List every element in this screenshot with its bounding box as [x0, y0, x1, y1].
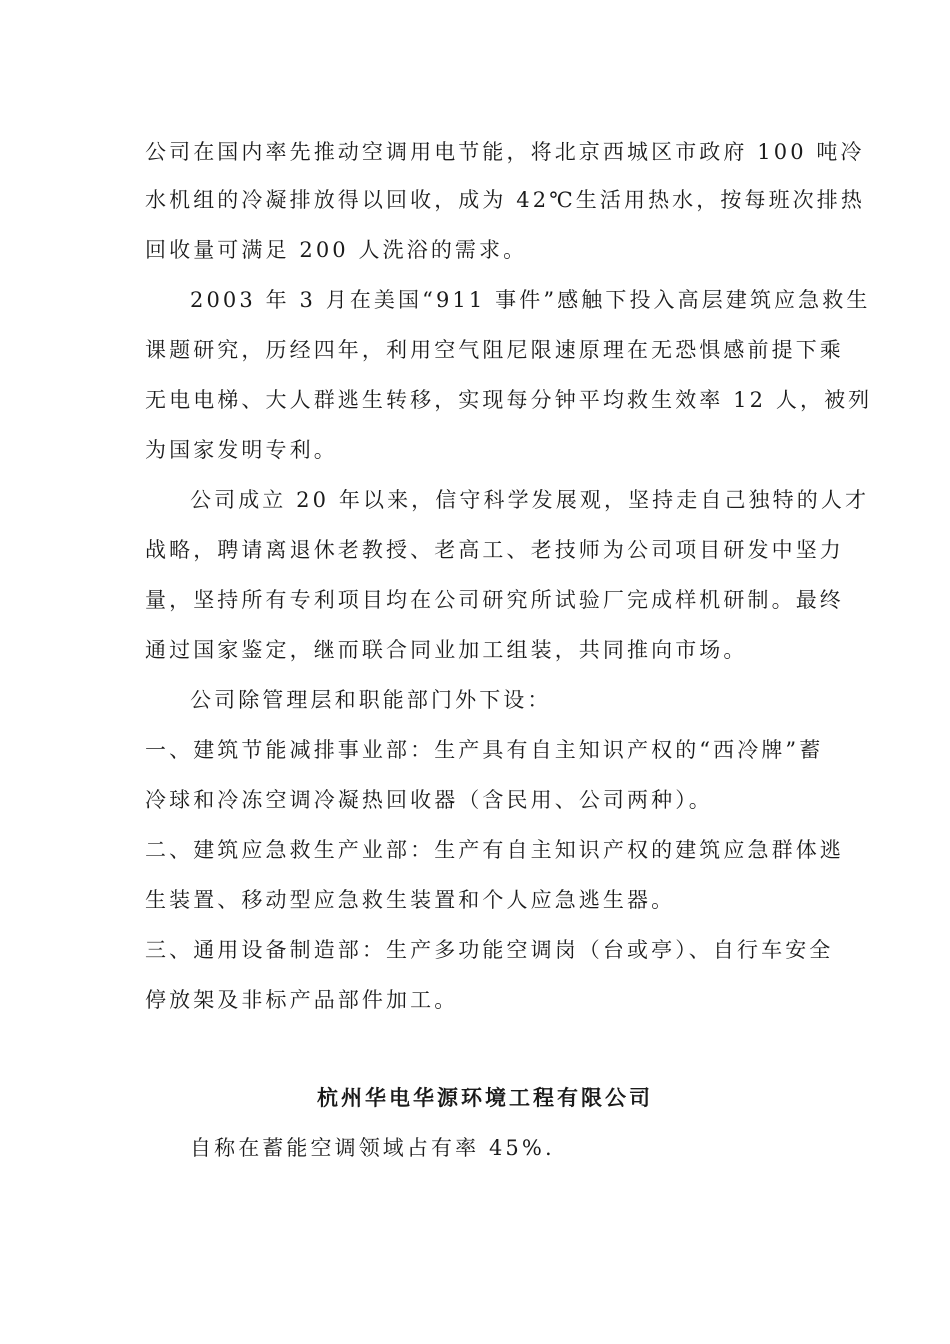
paragraph-2-line-3: 无电电梯、大人群逃生转移，实现每分钟平均救生效率 12 人，被列: [145, 388, 873, 412]
list-item-3-line-2: 停放架及非标产品部件加工。: [145, 988, 459, 1012]
section-text: 自称在蓄能空调领域占有率 45%.: [190, 1136, 555, 1160]
section-title: 杭州华电华源环境工程有限公司: [317, 1085, 653, 1110]
paragraph-2-line-1: 2003 年 3 月在美国“911 事件”感触下投入高层建筑应急救生: [190, 288, 871, 312]
paragraph-2-line-2: 课题研究，历经四年，利用空气阻尼限速原理在无恐惧感前提下乘: [145, 338, 844, 362]
paragraph-3-line-4: 通过国家鉴定，继而联合同业加工组装，共同推向市场。: [145, 638, 748, 662]
paragraph-1-line-1: 公司在国内率先推动空调用电节能，将北京西城区市政府 100 吨冷: [145, 140, 865, 164]
list-item-1-line-1: 一、建筑节能减排事业部：生产具有自主知识产权的“西冷牌”蓄: [145, 738, 824, 762]
paragraph-1-line-3: 回收量可满足 200 人洗浴的需求。: [145, 238, 528, 262]
paragraph-4-line-1: 公司除管理层和职能部门外下设：: [190, 688, 552, 712]
list-item-2-line-1: 二、建筑应急救生产业部：生产有自主知识产权的建筑应急群体逃: [145, 838, 844, 862]
paragraph-3-line-2: 战略，聘请离退休老教授、老高工、老技师为公司项目研发中坚力: [145, 538, 844, 562]
paragraph-1-line-2: 水机组的冷凝排放得以回收，成为 42℃生活用热水，按每班次排热: [145, 188, 865, 212]
paragraph-3-line-3: 量，坚持所有专利项目均在公司研究所试验厂完成样机研制。最终: [145, 588, 844, 612]
list-item-2-line-2: 生装置、移动型应急救生装置和个人应急逃生器。: [145, 888, 676, 912]
paragraph-3-line-1: 公司成立 20 年以来，信守科学发展观，坚持走自己独特的人才: [190, 488, 870, 512]
list-item-1-line-2: 冷球和冷冻空调冷凝热回收器（含民用、公司两种）。: [145, 788, 713, 812]
paragraph-2-line-4: 为国家发明专利。: [145, 438, 338, 462]
list-item-3-line-1: 三、通用设备制造部：生产多功能空调岗（台或亭）、自行车安全: [145, 938, 834, 962]
